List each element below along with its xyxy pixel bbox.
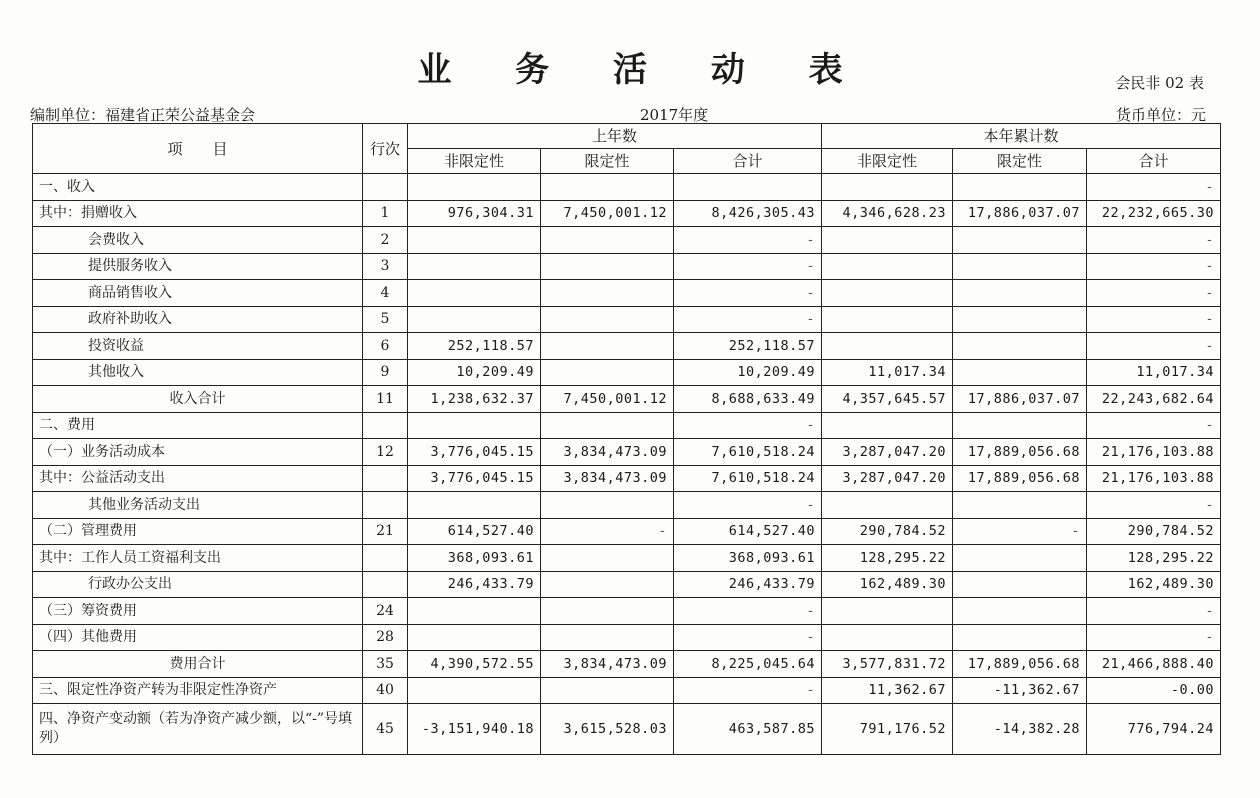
row-value-cell	[408, 306, 541, 333]
row-value-cell: 11,017.34	[822, 359, 953, 386]
page-title: 业 务 活 动 表	[417, 50, 869, 90]
row-line-no: 35	[363, 651, 408, 678]
row-value-cell: -	[674, 227, 822, 254]
table-row	[33, 174, 1221, 201]
row-value-cell: -	[1087, 412, 1221, 439]
row-value-cell: 11,362.67	[822, 677, 953, 704]
row-value-cell	[822, 174, 953, 201]
header-prev-restricted: 限定性	[541, 149, 674, 174]
row-item-label: 会费收入	[33, 227, 363, 254]
row-value-cell	[541, 492, 674, 519]
table-row	[33, 439, 1221, 466]
table-row	[33, 333, 1221, 360]
row-value-cell	[541, 545, 674, 572]
row-value-cell	[953, 571, 1087, 598]
row-value-cell: 252,118.57	[408, 333, 541, 360]
table-row	[33, 545, 1221, 572]
header-item: 项 目	[33, 124, 363, 174]
table-row	[33, 704, 1221, 755]
row-line-no: 5	[363, 306, 408, 333]
row-line-no: 21	[363, 518, 408, 545]
row-value-cell: -	[674, 412, 822, 439]
table-row	[33, 624, 1221, 651]
row-value-cell: 162,489.30	[1087, 571, 1221, 598]
row-value-cell: 3,834,473.09	[541, 439, 674, 466]
row-value-cell	[953, 624, 1087, 651]
row-value-cell	[408, 174, 541, 201]
row-line-no	[363, 571, 408, 598]
row-value-cell	[541, 598, 674, 625]
row-value-cell	[953, 492, 1087, 519]
row-line-no: 9	[363, 359, 408, 386]
row-value-cell	[541, 306, 674, 333]
row-value-cell	[541, 359, 674, 386]
row-value-cell: 776,794.24	[1087, 704, 1221, 755]
row-value-cell: 3,287,047.20	[822, 465, 953, 492]
row-line-no: 2	[363, 227, 408, 254]
row-item-label: 其他收入	[33, 359, 363, 386]
row-value-cell	[541, 412, 674, 439]
row-line-no	[363, 174, 408, 201]
row-item-label: （一）业务活动成本	[33, 439, 363, 466]
row-value-cell: -	[953, 518, 1087, 545]
table-body	[33, 174, 1221, 755]
row-value-cell	[953, 412, 1087, 439]
row-value-cell: 128,295.22	[822, 545, 953, 572]
row-value-cell	[953, 280, 1087, 307]
row-item-label: 一、收入	[33, 174, 363, 201]
row-value-cell	[822, 253, 953, 280]
meta-row	[30, 104, 1206, 124]
row-value-cell	[408, 624, 541, 651]
table-row	[33, 227, 1221, 254]
row-value-cell: 162,489.30	[822, 571, 953, 598]
row-value-cell	[953, 253, 1087, 280]
row-value-cell: 8,225,045.64	[674, 651, 822, 678]
row-line-no	[363, 465, 408, 492]
header-prev-unrestricted: 非限定性	[408, 149, 541, 174]
row-line-no: 24	[363, 598, 408, 625]
row-value-cell: -	[674, 598, 822, 625]
row-item-label: （二）管理费用	[33, 518, 363, 545]
row-value-cell: 17,889,056.68	[953, 651, 1087, 678]
row-value-cell: -	[1087, 598, 1221, 625]
row-line-no	[363, 492, 408, 519]
row-value-cell: 22,243,682.64	[1087, 386, 1221, 413]
row-value-cell	[408, 598, 541, 625]
row-value-cell: 7,450,001.12	[541, 386, 674, 413]
row-value-cell: 7,610,518.24	[674, 465, 822, 492]
row-value-cell: 4,346,628.23	[822, 200, 953, 227]
row-line-no: 11	[363, 386, 408, 413]
table-row	[33, 412, 1221, 439]
table-row	[33, 571, 1221, 598]
header-prev-total: 合计	[674, 149, 822, 174]
row-line-no: 40	[363, 677, 408, 704]
org-name: 编制单位：福建省正荣公益基金会	[30, 106, 256, 124]
row-value-cell	[822, 280, 953, 307]
row-item-label: 政府补助收入	[33, 306, 363, 333]
row-item-label: 四、净资产变动额（若为净资产减少额，以“-”号填列）	[33, 704, 363, 755]
row-value-cell: -11,362.67	[953, 677, 1087, 704]
row-value-cell: -	[674, 253, 822, 280]
row-value-cell: 3,834,473.09	[541, 465, 674, 492]
row-value-cell	[408, 492, 541, 519]
row-value-cell	[408, 677, 541, 704]
currency-unit: 货币单位：元	[1115, 106, 1206, 124]
row-value-cell: 10,209.49	[408, 359, 541, 386]
row-line-no	[363, 545, 408, 572]
row-value-cell: 3,287,047.20	[822, 439, 953, 466]
row-line-no: 4	[363, 280, 408, 307]
row-line-no: 3	[363, 253, 408, 280]
row-value-cell: -	[1087, 333, 1221, 360]
row-value-cell: 4,390,572.55	[408, 651, 541, 678]
row-value-cell: 17,889,056.68	[953, 439, 1087, 466]
row-value-cell	[541, 280, 674, 307]
row-value-cell	[408, 227, 541, 254]
table-row	[33, 651, 1221, 678]
row-line-no: 6	[363, 333, 408, 360]
row-value-cell: 17,886,037.07	[953, 200, 1087, 227]
row-item-label: 其他业务活动支出	[33, 492, 363, 519]
row-value-cell: 4,357,645.57	[822, 386, 953, 413]
row-value-cell: -14,382.28	[953, 704, 1087, 755]
row-item-label: 商品销售收入	[33, 280, 363, 307]
row-value-cell: 10,209.49	[674, 359, 822, 386]
table-row	[33, 359, 1221, 386]
table-row	[33, 280, 1221, 307]
form-code: 会民非 02 表	[1115, 74, 1204, 92]
row-value-cell: 368,093.61	[408, 545, 541, 572]
header-curr-year: 本年累计数	[822, 124, 1221, 149]
row-value-cell: 11,017.34	[1087, 359, 1221, 386]
row-value-cell: -	[541, 518, 674, 545]
row-value-cell: -0.00	[1087, 677, 1221, 704]
report-period: 2017年度	[640, 106, 709, 124]
row-item-label: 三、限定性净资产转为非限定性净资产	[33, 677, 363, 704]
row-line-no	[363, 412, 408, 439]
row-line-no: 12	[363, 439, 408, 466]
row-value-cell	[953, 333, 1087, 360]
row-value-cell	[822, 598, 953, 625]
row-value-cell	[953, 598, 1087, 625]
row-value-cell: 7,450,001.12	[541, 200, 674, 227]
row-value-cell: 3,776,045.15	[408, 439, 541, 466]
table-row	[33, 306, 1221, 333]
activity-table	[32, 123, 1221, 755]
row-value-cell: -	[674, 677, 822, 704]
row-value-cell: 614,527.40	[408, 518, 541, 545]
row-value-cell: -	[674, 624, 822, 651]
row-value-cell	[408, 412, 541, 439]
header-line-no: 行次	[363, 124, 408, 174]
row-value-cell	[822, 333, 953, 360]
row-value-cell	[953, 545, 1087, 572]
row-value-cell: 3,615,528.03	[541, 704, 674, 755]
row-value-cell: -	[1087, 306, 1221, 333]
row-value-cell: 17,886,037.07	[953, 386, 1087, 413]
row-value-cell: 290,784.52	[1087, 518, 1221, 545]
row-value-cell	[541, 624, 674, 651]
table-row	[33, 253, 1221, 280]
header-curr-restricted: 限定性	[953, 149, 1087, 174]
row-value-cell: -	[1087, 253, 1221, 280]
row-value-cell: 463,587.85	[674, 704, 822, 755]
row-value-cell	[822, 412, 953, 439]
row-item-label: 提供服务收入	[33, 253, 363, 280]
row-line-no: 1	[363, 200, 408, 227]
row-value-cell	[822, 624, 953, 651]
row-value-cell	[541, 174, 674, 201]
row-value-cell: -	[674, 492, 822, 519]
row-value-cell: -	[674, 306, 822, 333]
row-value-cell	[541, 333, 674, 360]
header-curr-total: 合计	[1087, 149, 1221, 174]
row-value-cell: 791,176.52	[822, 704, 953, 755]
table-row	[33, 598, 1221, 625]
row-value-cell: -	[1087, 280, 1221, 307]
row-item-label: 其中：公益活动支出	[33, 465, 363, 492]
row-line-no: 28	[363, 624, 408, 651]
row-value-cell: 3,776,045.15	[408, 465, 541, 492]
row-value-cell	[541, 227, 674, 254]
row-value-cell	[953, 306, 1087, 333]
row-value-cell	[822, 227, 953, 254]
row-item-label: 其中：捐赠收入	[33, 200, 363, 227]
row-item-label: 投资收益	[33, 333, 363, 360]
row-item-label: 其中：工作人员工资福利支出	[33, 545, 363, 572]
row-value-cell	[953, 359, 1087, 386]
row-value-cell: 22,232,665.30	[1087, 200, 1221, 227]
row-item-label: （三）筹资费用	[33, 598, 363, 625]
table-row	[33, 386, 1221, 413]
row-item-label: 行政办公支出	[33, 571, 363, 598]
row-value-cell: 8,426,305.43	[674, 200, 822, 227]
row-value-cell: 8,688,633.49	[674, 386, 822, 413]
row-value-cell	[541, 253, 674, 280]
table-row	[33, 465, 1221, 492]
row-value-cell	[953, 174, 1087, 201]
row-line-no: 45	[363, 704, 408, 755]
row-value-cell: 21,176,103.88	[1087, 439, 1221, 466]
row-value-cell	[541, 571, 674, 598]
row-value-cell: 614,527.40	[674, 518, 822, 545]
row-value-cell: -	[674, 280, 822, 307]
row-value-cell: 21,176,103.88	[1087, 465, 1221, 492]
row-value-cell: -3,151,940.18	[408, 704, 541, 755]
row-value-cell: 3,834,473.09	[541, 651, 674, 678]
row-value-cell: -	[1087, 624, 1221, 651]
row-value-cell	[822, 306, 953, 333]
row-value-cell: -	[1087, 174, 1221, 201]
row-value-cell: 128,295.22	[1087, 545, 1221, 572]
row-item-label: 费用合计	[33, 651, 363, 678]
row-value-cell	[408, 280, 541, 307]
row-value-cell: -	[1087, 227, 1221, 254]
row-value-cell	[953, 227, 1087, 254]
table-row	[33, 200, 1221, 227]
header-prev-year: 上年数	[408, 124, 822, 149]
row-value-cell: 17,889,056.68	[953, 465, 1087, 492]
row-value-cell	[408, 253, 541, 280]
table-row	[33, 677, 1221, 704]
row-value-cell: 290,784.52	[822, 518, 953, 545]
header-curr-unrestricted: 非限定性	[822, 149, 953, 174]
row-value-cell: 246,433.79	[408, 571, 541, 598]
row-item-label: （四）其他费用	[33, 624, 363, 651]
row-value-cell	[674, 174, 822, 201]
row-item-label: 收入合计	[33, 386, 363, 413]
row-value-cell: 1,238,632.37	[408, 386, 541, 413]
row-value-cell	[541, 677, 674, 704]
row-value-cell	[822, 492, 953, 519]
row-item-label: 二、费用	[33, 412, 363, 439]
table-row	[33, 492, 1221, 519]
row-value-cell: -	[1087, 492, 1221, 519]
table-row	[33, 518, 1221, 545]
row-value-cell: 368,093.61	[674, 545, 822, 572]
row-value-cell: 246,433.79	[674, 571, 822, 598]
row-value-cell: 976,304.31	[408, 200, 541, 227]
row-value-cell: 7,610,518.24	[674, 439, 822, 466]
row-value-cell: 3,577,831.72	[822, 651, 953, 678]
row-value-cell: 21,466,888.40	[1087, 651, 1221, 678]
row-value-cell: 252,118.57	[674, 333, 822, 360]
